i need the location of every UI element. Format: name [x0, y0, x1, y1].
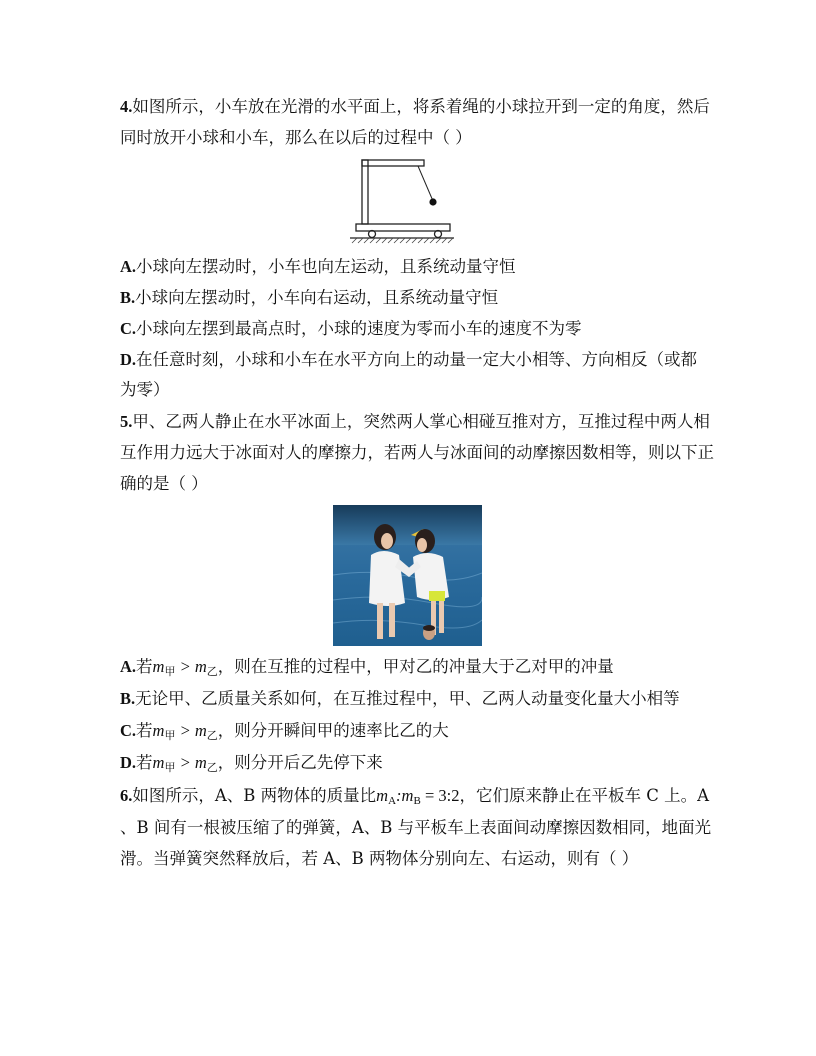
- q5-option-b: [120, 688, 680, 710]
- option-letter: A.: [120, 657, 137, 676]
- cart-pendulum-figure: [348, 158, 456, 244]
- option-text: ，则分开后乙先停下来: [217, 753, 383, 772]
- q6-line-1: 6.如图所示，A、B 两物体的质量比$m_A:m_B$ = 3:2，它们原来静止在平板车 C 上。A: [120, 786, 709, 807]
- ice-pushing-photo: [333, 505, 482, 646]
- q4-line-1: [120, 96, 710, 118]
- q4-stem-1: 如图所示，小车放在光滑的水平面上，将系着绳的小球拉开到一定的角度，然后: [132, 97, 710, 116]
- q4-option-c: [120, 318, 582, 340]
- option-letter: C.: [120, 319, 137, 338]
- q4-line-2: 同时放开小球和小车，那么在以后的过程中（ ）: [120, 128, 472, 147]
- option-letter: B.: [120, 288, 136, 307]
- q5-line-1: [120, 411, 710, 433]
- cart-base: [356, 224, 450, 231]
- q5-option-a: A.若$m_甲 > m_乙$，则在互推的过程中，甲对乙的冲量大于乙对甲的冲量: [120, 657, 614, 678]
- cart-arm: [362, 160, 424, 166]
- ground-hatching: [352, 238, 453, 243]
- q6-line-2: 、B 间有一根被压缩了的弹簧，A、B 与平板车上表面间动摩擦因数相同，地面光: [120, 818, 712, 837]
- option-letter: D.: [120, 753, 137, 772]
- q4-option-a: [120, 256, 516, 278]
- option-text: 小球向左摆动时，小车向右运动，且系统动量守恒: [135, 288, 499, 307]
- option-letter: A.: [120, 257, 137, 276]
- option-text: 无论甲、乙质量关系如何，在互推过程中，甲、乙两人动量变化量大小相等: [135, 689, 680, 708]
- option-letter: C.: [120, 721, 137, 740]
- q5-option-c: C.若$m_甲 > m_乙$，则分开瞬间甲的速率比乙的大: [120, 721, 449, 742]
- cart-post: [362, 160, 368, 224]
- option-text: 在任意时刻，小球和小车在水平方向上的动量一定大小相等、方向相反（或都: [136, 350, 698, 369]
- person-background-head: [423, 625, 435, 640]
- q5-line-3: 确的是（ ）: [120, 474, 208, 493]
- q5-option-d: D.若$m_甲 > m_乙$，则分开后乙先停下来: [120, 753, 383, 774]
- q6-line-3: 滑。当弹簧突然释放后，若 A、B 两物体分别向左、右运动，则有（ ）: [120, 849, 639, 868]
- q4-number: 4.: [120, 97, 133, 116]
- pendulum-string: [418, 166, 433, 201]
- option-text: 小球向左摆到最高点时，小球的速度为零而小车的速度不为零: [136, 319, 582, 338]
- option-letter: D.: [120, 350, 137, 369]
- q6-number: 6.: [120, 786, 133, 805]
- option-text: 小球向左摆动时，小车也向左运动，且系统动量守恒: [136, 257, 516, 276]
- pendulum-ball: [429, 198, 436, 205]
- option-letter: B.: [120, 689, 136, 708]
- q5-number: 5.: [120, 412, 133, 431]
- option-text: ，则在互推的过程中，甲对乙的冲量大于乙对甲的冲量: [217, 657, 614, 676]
- option-text: ，则分开瞬间甲的速率比乙的大: [217, 721, 449, 740]
- q5-stem-1: 甲、乙两人静止在水平冰面上，突然两人掌心相碰互推对方，互推过程中两人相: [132, 412, 710, 431]
- q4-option-b: [120, 287, 498, 309]
- q4-option-d: [120, 349, 697, 371]
- q4-option-d-cont: 为零）: [120, 380, 170, 399]
- q5-line-2: 互作用力远大于冰面对人的摩擦力，若两人与冰面间的动摩擦因数相等，则以下正: [120, 443, 714, 462]
